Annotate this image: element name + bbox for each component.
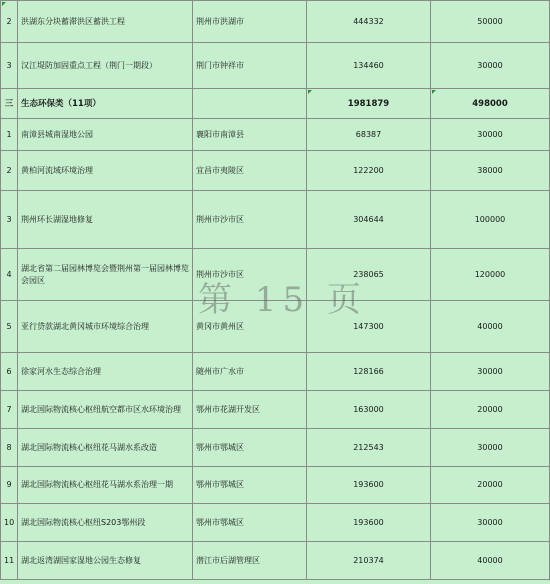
table-row xyxy=(1,1,550,43)
cell-location[interactable]: 襄阳市南漳县 xyxy=(193,119,307,151)
cell-project-name[interactable]: 南漳县城南湿地公园 xyxy=(18,119,193,151)
section-no[interactable]: 三 xyxy=(1,89,18,119)
cell-no[interactable]: 1 xyxy=(1,119,18,151)
cell-total-investment[interactable]: 147300 xyxy=(307,301,431,353)
cell-project-name[interactable]: 徐家河水生态综合治理 xyxy=(18,353,193,391)
table-row xyxy=(1,467,550,504)
cell-no[interactable]: 7 xyxy=(1,391,18,429)
cell-amount[interactable]: 30000 xyxy=(431,504,550,542)
cell-location[interactable]: 荆州市沙市区 xyxy=(193,249,307,301)
cell-amount[interactable]: 20000 xyxy=(431,391,550,429)
table-row xyxy=(1,151,550,191)
cell-project-name[interactable]: 荆州环长湖湿地修复 xyxy=(18,191,193,249)
comment-marker-icon xyxy=(308,90,312,94)
cell-project-name[interactable]: 湖北返湾湖国家湿地公园生态修复 xyxy=(18,542,193,580)
cell-project-name[interactable]: 湖北国际物流核心枢纽航空都市区水环境治理 xyxy=(18,391,193,429)
cell-project-name[interactable]: 湖北国际物流核心枢纽花马湖水系治理一期 xyxy=(18,467,193,504)
cell-location[interactable]: 荆州市洪湖市 xyxy=(193,1,307,43)
cell-location[interactable]: 鄂州市鄂城区 xyxy=(193,467,307,504)
cell-location[interactable] xyxy=(193,89,307,119)
section-amount-value: 498000 xyxy=(472,98,508,109)
cell-total-investment[interactable]: 193600 xyxy=(307,467,431,504)
section-amount[interactable] xyxy=(431,89,550,119)
cell-amount[interactable]: 30000 xyxy=(431,119,550,151)
cell-no[interactable]: 8 xyxy=(1,429,18,467)
cell-no[interactable]: 5 xyxy=(1,301,18,353)
cell-project-name[interactable]: 黄柏河流域环境治理 xyxy=(18,151,193,191)
cell-location[interactable]: 随州市广水市 xyxy=(193,353,307,391)
cell-location[interactable]: 潜江市后湖管理区 xyxy=(193,542,307,580)
cell-amount[interactable]: 50000 xyxy=(431,1,550,43)
table-row xyxy=(1,391,550,429)
section-title[interactable]: 生态环保类（11项） xyxy=(18,89,193,119)
section-total-investment[interactable] xyxy=(307,89,431,119)
table-row xyxy=(1,43,550,89)
cell-no[interactable]: 4 xyxy=(1,249,18,301)
cell-amount[interactable]: 120000 xyxy=(431,249,550,301)
cell-no[interactable]: 9 xyxy=(1,467,18,504)
cell-total-investment[interactable]: 128166 xyxy=(307,353,431,391)
cell-project-name[interactable]: 湖北省第二届园林博览会暨荆州第一届园林博览会园区 xyxy=(18,249,193,301)
page-number-watermark: 第 15 页 xyxy=(198,280,367,320)
table-row xyxy=(1,542,550,580)
cell-amount[interactable]: 38000 xyxy=(431,151,550,191)
cell-amount[interactable]: 30000 xyxy=(431,429,550,467)
table-row xyxy=(1,119,550,151)
cell-amount[interactable]: 40000 xyxy=(431,301,550,353)
cell-amount[interactable]: 30000 xyxy=(431,353,550,391)
cell-amount[interactable]: 40000 xyxy=(431,542,550,580)
cell-project-name[interactable]: 洪湖东分块蓄滞洪区蓄洪工程 xyxy=(18,1,193,43)
cell-total-investment[interactable]: 444332 xyxy=(307,1,431,43)
cell-no[interactable]: 10 xyxy=(1,504,18,542)
cell-total-investment[interactable]: 193600 xyxy=(307,504,431,542)
cell-total-investment[interactable]: 134460 xyxy=(307,43,431,89)
cell-project-name[interactable]: 湖北国际物流核心枢纽S203鄂州段 xyxy=(18,504,193,542)
table-row xyxy=(1,353,550,391)
cell-amount[interactable]: 30000 xyxy=(431,43,550,89)
cell-no[interactable]: 11 xyxy=(1,542,18,580)
cell-total-investment[interactable]: 68387 xyxy=(307,119,431,151)
cell-total-investment[interactable]: 163000 xyxy=(307,391,431,429)
cell-no[interactable]: 2 xyxy=(1,151,18,191)
cell-total-investment[interactable]: 304644 xyxy=(307,191,431,249)
comment-marker-icon xyxy=(432,90,436,94)
cell-location[interactable]: 鄂州市花湖开发区 xyxy=(193,391,307,429)
cell-project-name[interactable]: 汉江堤防加固重点工程（荆门一期段） xyxy=(18,43,193,89)
cell-location[interactable]: 黄冈市黄州区 xyxy=(193,301,307,353)
cell-amount[interactable]: 20000 xyxy=(431,467,550,504)
section-row xyxy=(1,89,550,119)
table-row xyxy=(1,504,550,542)
cell-location[interactable]: 宜昌市夷陵区 xyxy=(193,151,307,191)
cell-total-investment[interactable]: 238065 xyxy=(307,249,431,301)
cell-total-investment[interactable]: 122200 xyxy=(307,151,431,191)
cell-location[interactable]: 荆门市钟祥市 xyxy=(193,43,307,89)
cell-project-name[interactable]: 亚行贷款湖北黄冈城市环境综合治理 xyxy=(18,301,193,353)
table-row xyxy=(1,429,550,467)
cell-location[interactable]: 鄂州市鄂城区 xyxy=(193,504,307,542)
cell-no[interactable]: 2 xyxy=(1,1,18,43)
cell-no[interactable]: 3 xyxy=(1,191,18,249)
cell-amount[interactable]: 100000 xyxy=(431,191,550,249)
cell-project-name[interactable]: 湖北国际物流核心枢纽花马湖水系改造 xyxy=(18,429,193,467)
cell-location[interactable]: 荆州市沙市区 xyxy=(193,191,307,249)
cell-no[interactable]: 3 xyxy=(1,43,18,89)
section-total-value: 1981879 xyxy=(347,98,390,109)
cell-total-investment[interactable]: 212543 xyxy=(307,429,431,467)
table-row xyxy=(1,191,550,249)
cell-no[interactable]: 6 xyxy=(1,353,18,391)
cell-total-investment[interactable]: 210374 xyxy=(307,542,431,580)
cell-location[interactable]: 鄂州市鄂城区 xyxy=(193,429,307,467)
